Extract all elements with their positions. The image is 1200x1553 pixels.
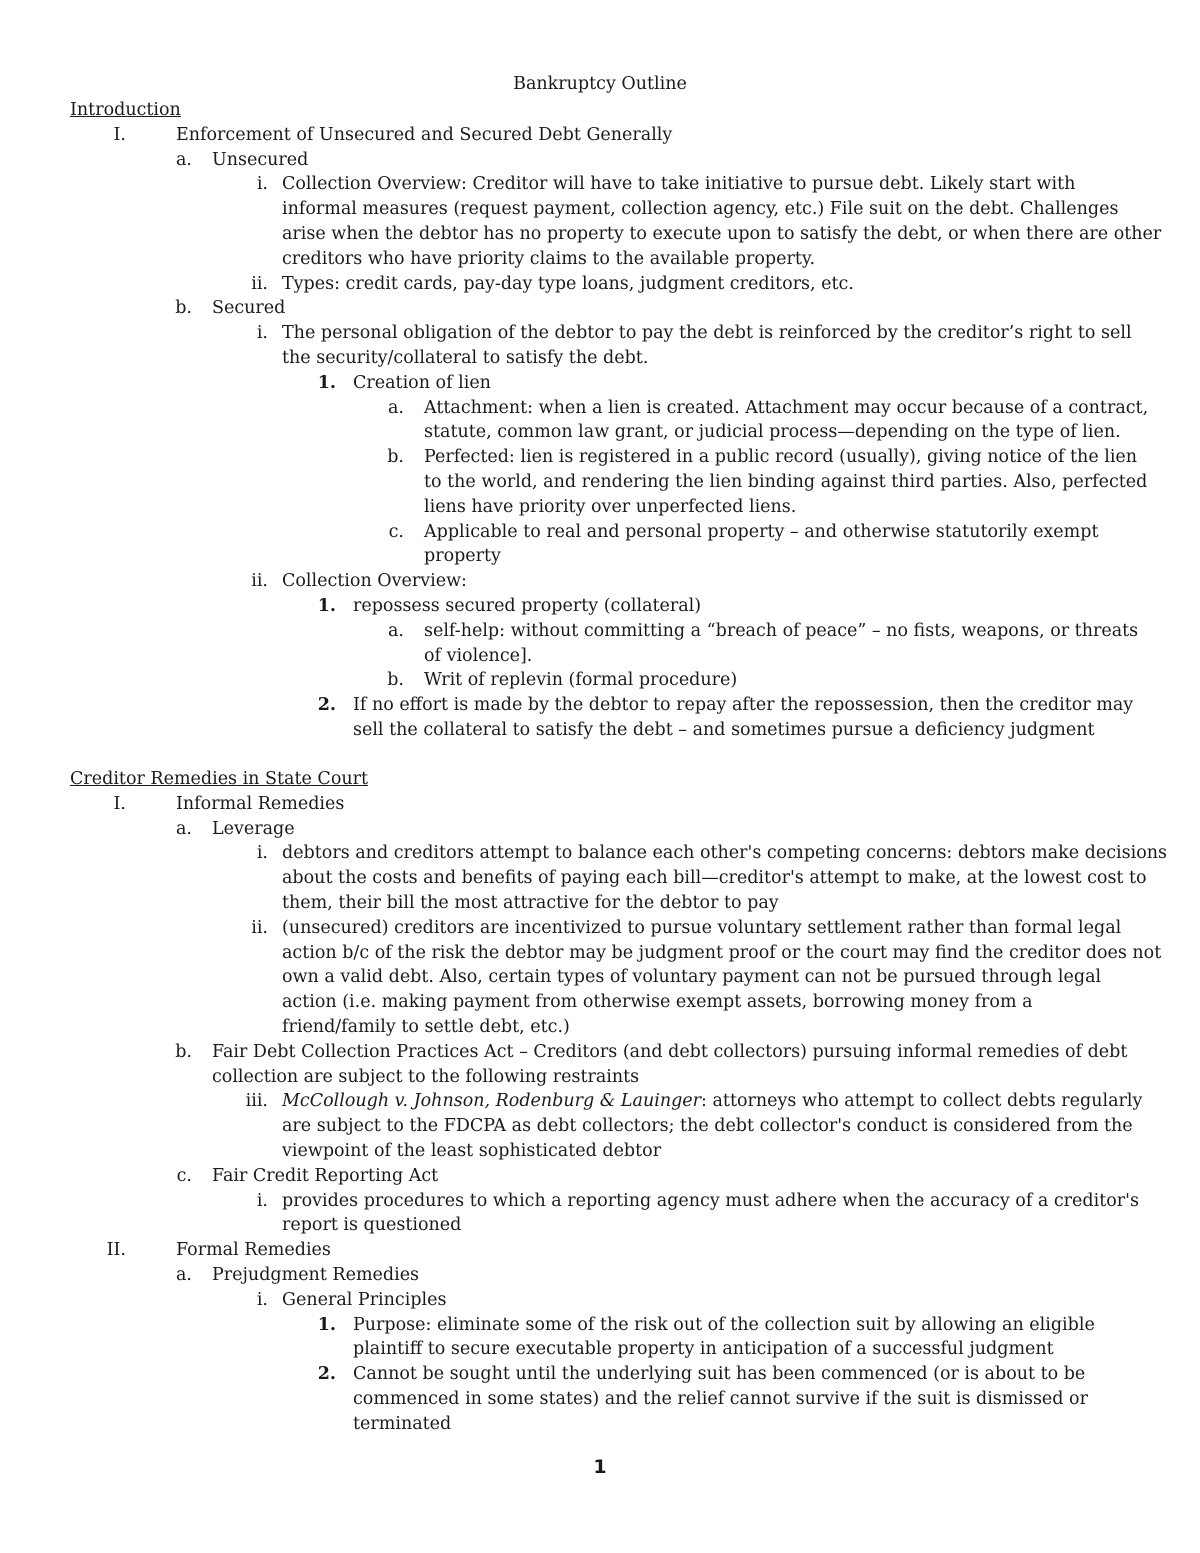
outline-text-line: are subject to the FDCPA as debt collectors; the debt collector's conduct is considered from the — [282, 1116, 1133, 1137]
outline-item — [0, 1288, 1200, 1313]
outline-marker: I. — [113, 793, 126, 814]
outline-marker: 1. — [317, 1314, 336, 1335]
outline-marker: i. — [256, 174, 268, 195]
outline-marker: b. — [175, 1041, 192, 1062]
outline-marker: a. — [176, 1265, 192, 1285]
outline-marker: c. — [388, 521, 404, 542]
outline-text-line: The personal obligation of the debtor to pay the debt is reinforced by the creditor’s right to sell — [282, 323, 1132, 344]
outline-item — [0, 792, 1200, 817]
outline-text-line: them, their bill the most attractive for the debtor to pay — [282, 892, 779, 913]
outline-marker: i. — [256, 1289, 268, 1310]
document-title: Bankruptcy Outline — [513, 74, 687, 94]
outline-text-line: Prejudgment Remedies — [212, 1265, 420, 1285]
outline-item — [0, 172, 1200, 271]
outline-text-line: Enforcement of Unsecured and Secured Debt Generally — [176, 124, 673, 145]
outline-item — [0, 272, 1200, 297]
outline-text-line: property — [424, 546, 501, 567]
outline-item — [0, 1089, 1200, 1163]
outline-text-line: plaintiff to secure executable property in anticipation of a successful judgment — [353, 1339, 1054, 1360]
outline-text-line: collection are subject to the following restraints — [212, 1066, 640, 1087]
outline-item — [0, 841, 1200, 915]
outline-item — [0, 817, 1200, 842]
outline-text-line: to the world, and rendering the lien binding against third parties. Also, perfected — [424, 471, 1148, 492]
outline-marker: 2. — [317, 1364, 336, 1385]
outline-text-line: Collection Overview: — [282, 571, 467, 592]
outline-marker: a. — [176, 818, 192, 839]
outline-marker: ii. — [251, 273, 268, 294]
outline-text-line: Collection Overview: Creditor will have to take initiative to pursue debt. Likely start with — [282, 174, 1076, 195]
outline-text-line: own a valid debt. Also, certain types of voluntary payment can not be pursued through legal — [282, 967, 1102, 988]
case-name: McCollough v. Johnson, Rodenburg & Lauinger — [282, 1091, 702, 1112]
outline-marker: iii. — [245, 1091, 268, 1112]
outline-text: : attorneys who attempt to collect debts regularly — [701, 1091, 1143, 1112]
outline-text-line: Applicable to real and personal property – and otherwise statutorily exempt — [424, 521, 1099, 542]
outline-text-line: the security/collateral to satisfy the debt. — [282, 347, 649, 368]
outline-text-line — [282, 1089, 1142, 1114]
section-heading: Creditor Remedies in State Court — [70, 769, 369, 789]
outline-text-line: Leverage — [212, 818, 295, 839]
outline-text-line: of violence]. — [424, 645, 533, 666]
outline-item — [0, 619, 1200, 669]
outline-text-line: repossess secured property (collateral) — [353, 596, 702, 616]
outline-marker: a. — [388, 397, 404, 418]
outline-text-line: Unsecured — [212, 149, 309, 170]
outline-marker: I. — [113, 124, 126, 145]
outline-marker: ii. — [251, 917, 268, 938]
outline-text-line: statute, common law grant, or judicial process—depending on the type of lien. — [424, 422, 1121, 443]
outline-item — [0, 916, 1200, 1040]
outline-marker: c. — [176, 1165, 192, 1186]
outline-marker: II. — [106, 1240, 126, 1261]
outline-text-line: Secured — [212, 298, 286, 319]
section-heading: Introduction — [70, 100, 181, 120]
outline-item — [0, 148, 1200, 173]
outline-marker: ii. — [251, 571, 268, 592]
outline-item — [0, 1040, 1200, 1090]
outline-text-line: provides procedures to which a reporting agency must adhere when the accuracy of a creditor's — [282, 1190, 1139, 1211]
outline-text-line: commenced in some states) and the relief cannot survive if the suit is dismissed or — [353, 1388, 1088, 1409]
outline-marker: 2. — [317, 695, 336, 716]
outline-item — [0, 445, 1200, 519]
outline-item — [0, 1189, 1200, 1239]
outline-text-line: action b/c of the risk the debtor may be judgment proof or the court may find the creditor does not — [282, 942, 1162, 963]
outline-marker: a. — [388, 620, 404, 641]
outline-text-line: debtors and creditors attempt to balance each other's competing concerns: debtors make decisions — [282, 843, 1167, 864]
outline-text-line: terminated — [353, 1413, 452, 1434]
outline-marker: b. — [387, 670, 404, 691]
outline-text-line: Informal Remedies — [176, 793, 345, 814]
outline-text-line: (unsecured) creditors are incentivized to pursue voluntary settlement rather than formal legal — [282, 917, 1122, 938]
outline-marker: i. — [256, 1190, 268, 1211]
outline-text-line: Cannot be sought until the underlying suit has been commenced (or is about to be — [353, 1364, 1086, 1385]
outline-marker: a. — [176, 149, 192, 170]
outline-marker: i. — [256, 323, 268, 344]
outline-text-line: Fair Credit Reporting Act — [212, 1165, 439, 1186]
outline-item — [0, 569, 1200, 594]
outline-text-line: Attachment: when a lien is created. Attachment may occur because of a contract, — [424, 397, 1149, 418]
outline-item — [0, 668, 1200, 693]
outline-text-line: friend/family to settle debt, etc.) — [282, 1016, 570, 1037]
outline-item — [0, 693, 1200, 743]
outline-text-line: action (i.e. making payment from otherwise exempt assets, borrowing money from a — [282, 992, 1033, 1013]
outline-marker: b. — [175, 298, 192, 319]
outline-marker: 1. — [317, 596, 336, 616]
outline-marker: i. — [256, 843, 268, 864]
outline-text-line: Formal Remedies — [176, 1240, 331, 1261]
outline-item — [0, 1164, 1200, 1189]
outline-item — [0, 520, 1200, 570]
outline-text-line: General Principles — [282, 1289, 447, 1310]
outline-item — [0, 1313, 1200, 1363]
outline-text-line: creditors who have priority claims to the available property. — [282, 248, 816, 269]
outline-text-line: sell the collateral to satisfy the debt – and sometimes pursue a deficiency judgment — [353, 719, 1095, 740]
outline-text-line: Types: credit cards, pay-day type loans, judgment creditors, etc. — [282, 273, 854, 294]
outline-text-line: Creation of lien — [353, 372, 491, 393]
outline-item — [0, 371, 1200, 396]
outline-item — [0, 594, 1200, 619]
outline-text-line: If no effort is made by the debtor to repay after the repossession, then the creditor may — [353, 695, 1134, 716]
outline-marker: b. — [387, 447, 404, 468]
outline-text-line: report is questioned — [282, 1215, 462, 1236]
outline-text-line: liens have priority over unperfected liens. — [424, 496, 797, 517]
outline-item — [0, 296, 1200, 321]
outline-text-line: Perfected: lien is registered in a public record (usually), giving notice of the lien — [424, 447, 1138, 468]
outline-item — [0, 1238, 1200, 1263]
outline-item — [0, 396, 1200, 446]
outline-item — [0, 123, 1200, 148]
outline-text-line: informal measures (request payment, collection agency, etc.) File suit on the debt. Challenges — [282, 199, 1119, 220]
outline-item — [0, 1362, 1200, 1436]
outline-text-line: self-help: without committing a “breach of peace” – no fists, weapons, or threats — [424, 620, 1139, 641]
outline-marker: 1. — [317, 372, 336, 393]
page-number: 1 — [593, 1456, 607, 1478]
outline-text-line: viewpoint of the least sophisticated debtor — [282, 1140, 662, 1161]
outline-text-line: Fair Debt Collection Practices Act – Creditors (and debt collectors) pursuing informal remedies of debt — [212, 1041, 1128, 1062]
outline-text-line: Writ of replevin (formal procedure) — [424, 670, 738, 691]
outline-text-line: arise when the debtor has no property to execute upon to satisfy the debt, or when there are other — [282, 223, 1162, 244]
outline-text-line: about the costs and benefits of paying each bill—creditor's attempt to make, at the lowest cost to — [282, 868, 1147, 889]
outline-item — [0, 321, 1200, 371]
outline-text-line: Purpose: eliminate some of the risk out of the collection suit by allowing an eligible — [353, 1314, 1095, 1335]
outline-item — [0, 1263, 1200, 1288]
